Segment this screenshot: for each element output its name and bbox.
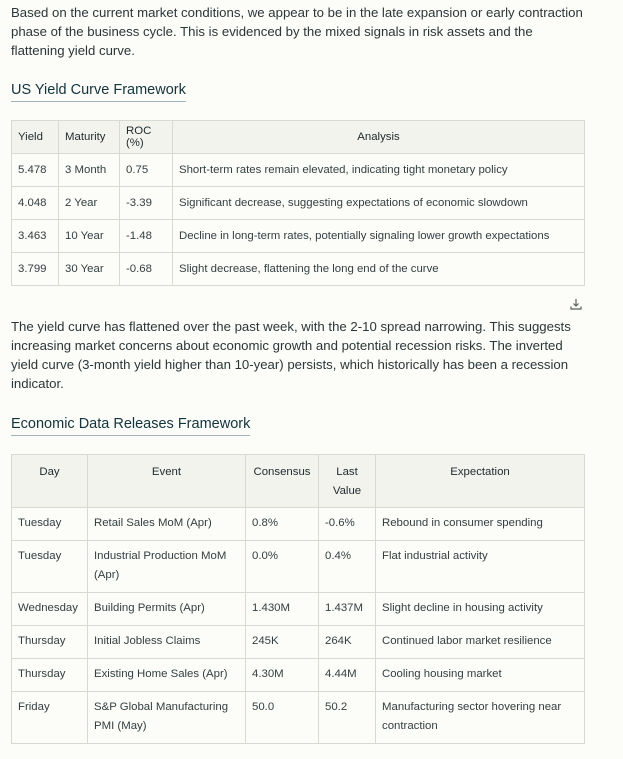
- cell-consensus: 1.430M: [246, 593, 319, 626]
- col-header-roc: ROC (%): [120, 121, 173, 154]
- cell-roc: -1.48: [120, 220, 173, 253]
- table-row: [12, 154, 585, 187]
- cell-event: Initial Jobless Claims: [88, 626, 246, 659]
- cell-day: Tuesday: [12, 508, 88, 541]
- cell-last-value: -0.6%: [319, 508, 376, 541]
- cell-maturity: 2 Year: [59, 187, 120, 220]
- cell-last-value: 0.4%: [319, 541, 376, 593]
- cell-consensus: 4.30M: [246, 659, 319, 692]
- cell-day: Wednesday: [12, 593, 88, 626]
- cell-analysis: Significant decrease, suggesting expectations of economic slowdown: [173, 187, 585, 220]
- cell-event: Retail Sales MoM (Apr): [88, 508, 246, 541]
- cell-event: Building Permits (Apr): [88, 593, 246, 626]
- yield-table: [11, 120, 585, 286]
- cell-maturity: 30 Year: [59, 253, 120, 286]
- cell-event: S&P Global Manufacturing PMI (May): [88, 692, 246, 744]
- econ-table: [11, 454, 585, 744]
- cell-consensus: 50.0: [246, 692, 319, 744]
- cell-yield: 3.799: [12, 253, 59, 286]
- cell-day: Thursday: [12, 626, 88, 659]
- table-row: [12, 626, 585, 659]
- table-row: [12, 593, 585, 626]
- cell-consensus: 0.0%: [246, 541, 319, 593]
- col-header-maturity: Maturity: [59, 121, 120, 154]
- table-row: [12, 692, 585, 744]
- cell-analysis: Slight decrease, flattening the long end of the curve: [173, 253, 585, 286]
- cell-event: Existing Home Sales (Apr): [88, 659, 246, 692]
- cell-expectation: Manufacturing sector hovering near contraction: [376, 692, 585, 744]
- econ-heading-wrap: [11, 415, 250, 436]
- yield-section-heading: US Yield Curve Framework: [11, 82, 186, 102]
- cell-day: Tuesday: [12, 541, 88, 593]
- cell-yield: 3.463: [12, 220, 59, 253]
- econ-table-header: [12, 455, 585, 508]
- yield-table-header: [12, 121, 585, 154]
- cell-analysis: Decline in long-term rates, potentially signaling lower growth expectations: [173, 220, 585, 253]
- table-row: [12, 253, 585, 286]
- table-row: [12, 508, 585, 541]
- cell-roc: 0.75: [120, 154, 173, 187]
- table-row: [12, 187, 585, 220]
- download-icon[interactable]: [569, 297, 583, 311]
- cell-consensus: 0.8%: [246, 508, 319, 541]
- col-header-day: Day: [12, 455, 88, 508]
- yield-heading-wrap: [11, 81, 186, 102]
- econ-section-heading: Economic Data Releases Framework: [11, 416, 250, 436]
- cell-expectation: Continued labor market resilience: [376, 626, 585, 659]
- table-row: [12, 220, 585, 253]
- cell-expectation: Slight decline in housing activity: [376, 593, 585, 626]
- yield-commentary: The yield curve has flattened over the past week, with the 2-10 spread narrowing. This suggests increasing market concerns about economic growth and potential recession risks. The inverted yield curve (3-month yield higher than 10-year) persists, which historically has been a recession indicator.: [11, 319, 571, 391]
- cell-last-value: 1.437M: [319, 593, 376, 626]
- col-header-consensus: Consensus: [246, 455, 319, 508]
- cell-expectation: Flat industrial activity: [376, 541, 585, 593]
- cell-last-value: 264K: [319, 626, 376, 659]
- cell-yield: 5.478: [12, 154, 59, 187]
- cell-last-value: 4.44M: [319, 659, 376, 692]
- intro-paragraph: Based on the current market conditions, we appear to be in the late expansion or early contraction phase of the business cycle. This is evidenced by the mixed signals in risk assets and the flattening yield curve.: [11, 5, 583, 58]
- cell-expectation: Rebound in consumer spending: [376, 508, 585, 541]
- table-row: [12, 541, 585, 593]
- cell-consensus: 245K: [246, 626, 319, 659]
- cell-roc: -0.68: [120, 253, 173, 286]
- cell-maturity: 3 Month: [59, 154, 120, 187]
- table-row: [12, 659, 585, 692]
- col-header-yield: Yield: [12, 121, 59, 154]
- cell-last-value: 50.2: [319, 692, 376, 744]
- cell-event: Industrial Production MoM (Apr): [88, 541, 246, 593]
- cell-expectation: Cooling housing market: [376, 659, 585, 692]
- cell-maturity: 10 Year: [59, 220, 120, 253]
- cell-day: Thursday: [12, 659, 88, 692]
- cell-analysis: Short-term rates remain elevated, indicating tight monetary policy: [173, 154, 585, 187]
- col-header-event: Event: [88, 455, 246, 508]
- col-header-last-value: Last Value: [319, 455, 376, 508]
- cell-day: Friday: [12, 692, 88, 744]
- cell-roc: -3.39: [120, 187, 173, 220]
- col-header-expectation: Expectation: [376, 455, 585, 508]
- cell-yield: 4.048: [12, 187, 59, 220]
- col-header-analysis: Analysis: [173, 121, 585, 154]
